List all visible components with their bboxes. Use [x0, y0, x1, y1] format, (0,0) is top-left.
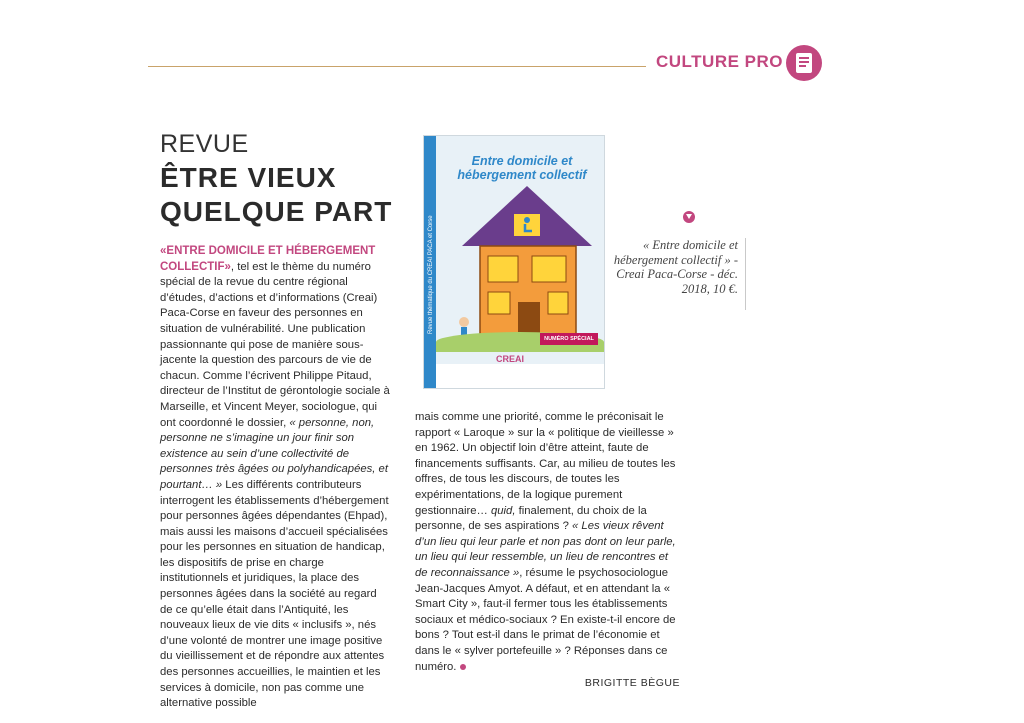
article-title-line2: QUELQUE PART	[160, 196, 393, 227]
down-arrow-icon	[683, 211, 695, 223]
end-dot-icon	[460, 664, 466, 670]
col2-text1: mais comme une priorité, comme le préconisait le rapport « Laroque » sur la « politique de vieillesse » en 1962. Un objectif loin d’être atteint, faute de financements suffisants. Car, au milieu de toutes les offres, de tous les discours, de toutes les expérimentations, de la logique purement gestionnaire…	[415, 411, 676, 517]
house-illustration	[452, 184, 602, 344]
cover-bottom	[436, 364, 604, 388]
cover-logo: CREAI	[496, 354, 525, 364]
col1-text2: Les différents contributeurs interrogent les établissements d’hébergement pour personnes âgées dépendantes (Ehpad), mais aussi les maisons d’accueil spécialisées pour les personnes en situation de handicap, les dispositifs de prise en charge institutionnels et juridiques, la place des personnes âgées dans la société au regard de ce qu’elle était dans l’Antiquité, les nouveaux lieux de vie dits « inclusifs », nés d’une volonté de montrer une image positive du vieillissement et de répondre aux attentes des personnes accueillies, le maintien et les services à domicile, non pas comme une alternative possible	[160, 478, 389, 710]
col2-text2: finalement, du choix de la personne, de ses aspirations ?	[415, 504, 647, 533]
cover-band	[424, 136, 436, 388]
caption-divider	[745, 238, 746, 310]
col2-quote3: « Les vieux rêvent d’un lieu qui leur parle et non pas dont on leur parle, un lieu qui leur ressemble, un lieu de rencontres et de reconnaissance »	[415, 520, 676, 579]
cover-title: Entre domicile et hébergement collectif	[457, 154, 587, 182]
cover-band-text: Revue thématique du CREAI PACA et Corse	[428, 215, 434, 334]
magazine-cover	[423, 135, 605, 389]
author-signature: BRIGITTE BÈGUE	[584, 677, 680, 690]
article-column-1	[160, 244, 392, 712]
article-kicker: REVUE	[160, 130, 249, 158]
col1-quote1: « personne, non, personne ne s’imagine un jour finir son existence au sein d’une collectivité de personnes très âgées ou polyhandicapées, et pourtant… »	[160, 416, 388, 491]
section-label: CULTURE PRO	[656, 52, 784, 71]
cover-special-badge: NUMÉRO SPÉCIAL	[540, 333, 598, 345]
header-rule	[148, 66, 646, 67]
article-lead: «ENTRE DOMICILE ET HÉBERGEMENT COLLECTIF»	[160, 245, 376, 273]
article-column-2	[415, 410, 680, 692]
article-title-line1: ÊTRE VIEUX	[160, 162, 337, 193]
col1-text1: , tel est le thème du numéro spécial de la revue du centre régional d’études, d’actions et d’informations (Creai) Paca-Corse en faveur des personnes en situation de vulnérabilité. Une publication passionnante qui pose de manière sous-jacente la question des parcours de vie de chacun. Comme l’écrivent Philippe Pitaud, directeur de l’Institut de gérontologie sociale à Marseille, et Vincent Meyer, sociologue, qui ont coordonné le dossier,	[160, 260, 390, 429]
cover-caption: « Entre domicile et hébergement collectif » - Creai Paca-Corse - déc. 2018, 10 €.	[613, 238, 738, 296]
col2-text3: , résume le psychosociologue Jean-Jacques Amyot. A défaut, et en attendant la « Smart City », faut-il fermer tous les établissements sociaux et médico-sociaux ? En existe-t-il encore de bons ? Tout est-il dans le primat de l’économie et dans le « sylver portefeuille » ? Réponses dans ce numéro.	[415, 566, 676, 673]
document-icon	[786, 45, 822, 81]
col2-quote2: quid,	[490, 504, 516, 517]
